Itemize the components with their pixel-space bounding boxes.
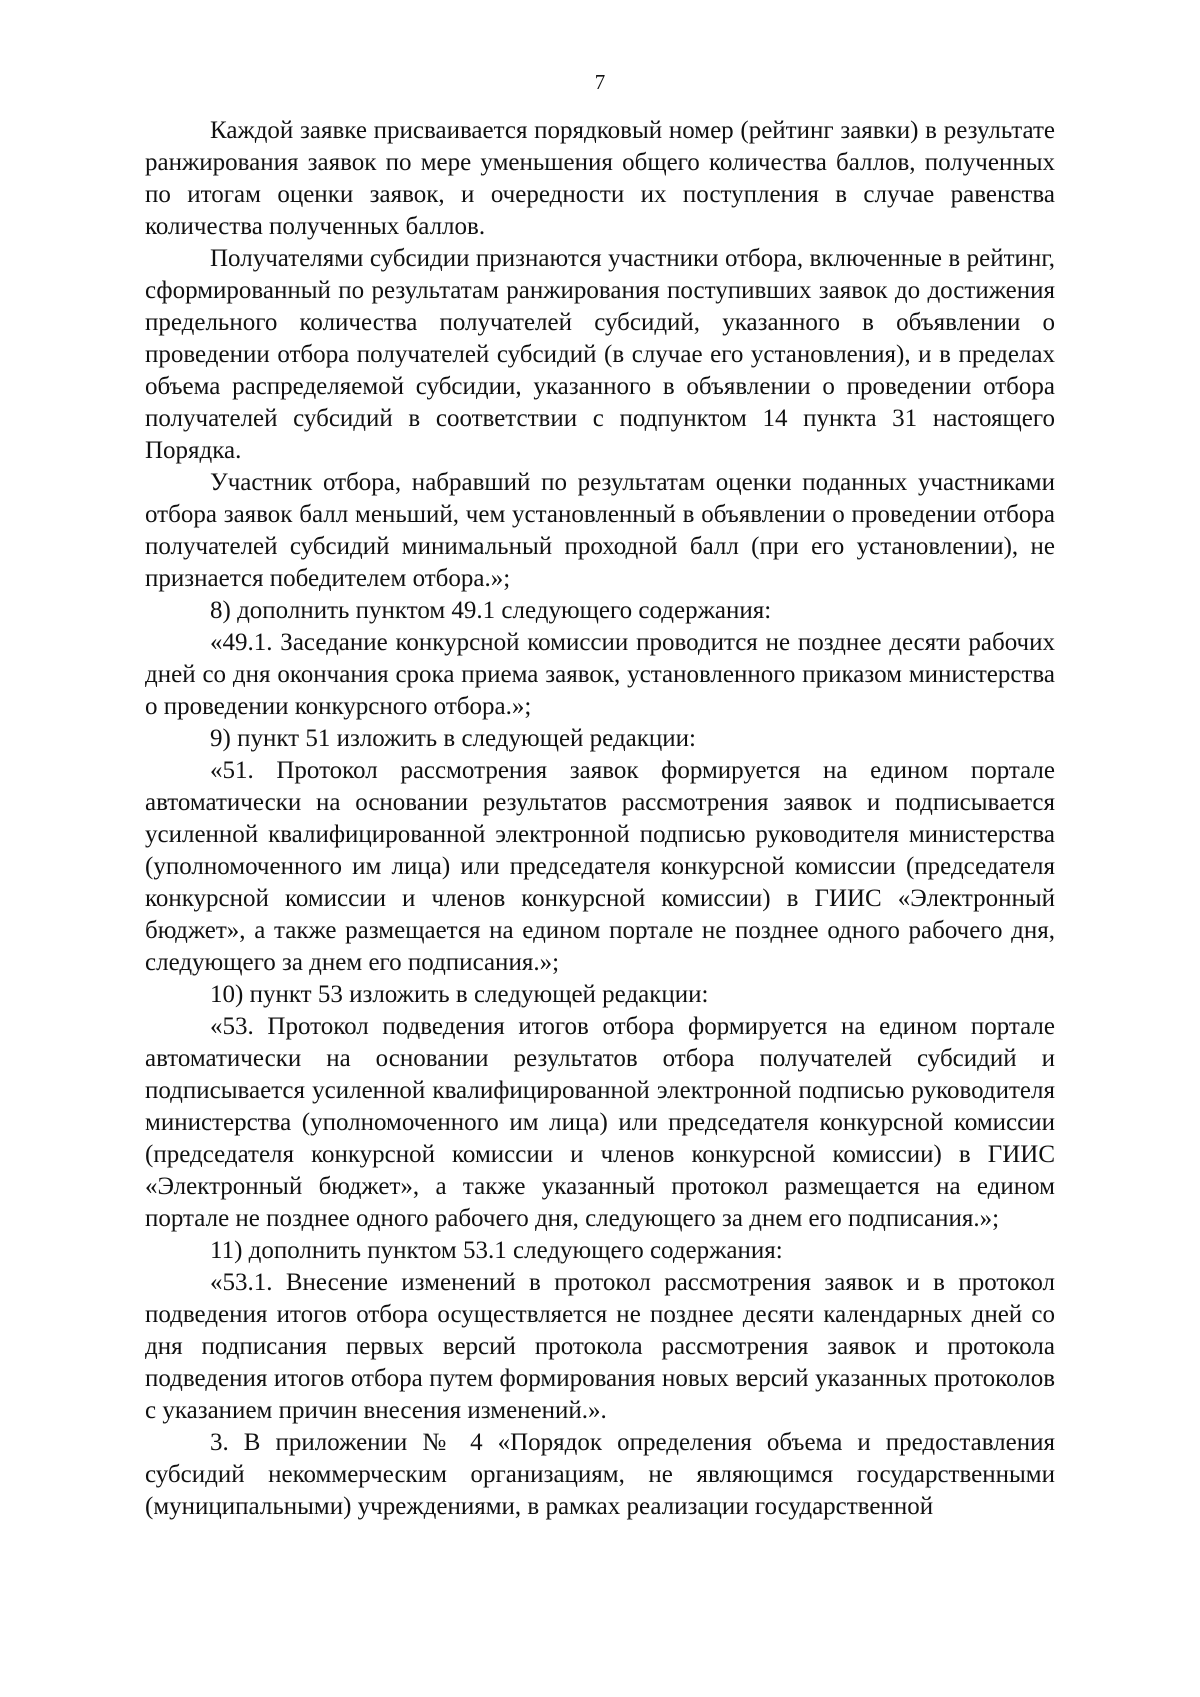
page-number: 7 — [594, 70, 606, 94]
paragraph-item-8: 8) дополнить пунктом 49.1 следующего содержания: — [210, 597, 772, 624]
paragraph-subsidy-recipients: Получателями субсидии признаются участники отбора, включенные в рейтинг, сформированный по результатам ранжирования поступивших заявок до достижения предельного количества получателей субсидий, указанного в объявлении о проведении отбора получателей субсидий (в случае его установления), и в пределах объема распределяемой субсидии, указанного в объявлении о проведении отбора получателей субсидий в соответствии с подпунктом 14 пункта 31 настоящего Порядка. — [145, 245, 1055, 464]
paragraph-minimum-score: Участник отбора, набравший по результатам оценки поданных участниками отбора заявок балл меньший, чем установленный в объявлении о проведении отбора получателей субсидий минимальный проходной балл (при его установлении), не признается победителем отбора.»; — [145, 469, 1055, 592]
paragraph-item-11: 11) дополнить пунктом 53.1 следующего содержания: — [210, 1237, 783, 1264]
paragraph-appendix-4: 3. В приложении № 4 «Порядок определения объема и предоставления субсидий некоммерческим организациям, не являющимся государственными (муниципальными) учреждениями, в рамках реализации государственной — [145, 1429, 1055, 1520]
paragraph-clause-51: «51. Протокол рассмотрения заявок формируется на едином портале автоматически на основании результатов рассмотрения заявок и подписывается усиленной квалифицированной электронной подписью руководителя министерства (уполномоченного им лица) или председателя конкурсной комиссии (председателя конкурсной комиссии и членов конкурсной комиссии) в ГИИС «Электронный бюджет», а также размещается на едином портале не позднее одного рабочего дня, следующего за днем его подписания.»; — [145, 757, 1055, 976]
paragraph-item-9: 9) пункт 51 изложить в следующей редакции: — [210, 725, 696, 752]
document-body — [145, 115, 1055, 1523]
paragraph-clause-53-1: «53.1. Внесение изменений в протокол рассмотрения заявок и в протокол подведения итогов отбора осуществляется не позднее десяти календарных дней со дня подписания первых версий протокола рассмотрения заявок и протокола подведения итогов отбора путем формирования новых версий указанных протоколов с указанием причин внесения изменений.». — [145, 1269, 1055, 1424]
paragraph-rating-numbering: Каждой заявке присваивается порядковый номер (рейтинг заявки) в результате ранжирования заявок по мере уменьшения общего количества баллов, полученных по итогам оценки заявок, и очередности их поступления в случае равенства количества полученных баллов. — [145, 117, 1055, 240]
paragraph-clause-53: «53. Протокол подведения итогов отбора формируется на едином портале автоматически на основании результатов отбора получателей субсидий и подписывается усиленной квалифицированной электронной подписью руководителя министерства (уполномоченного им лица) или председателя конкурсной комиссии (председателя конкурсной комиссии и членов конкурсной комиссии) в ГИИС «Электронный бюджет», а также указанный протокол размещается на едином портале не позднее одного рабочего дня, следующего за днем его подписания.»; — [145, 1013, 1055, 1232]
paragraph-item-10: 10) пункт 53 изложить в следующей редакции: — [210, 981, 709, 1008]
paragraph-clause-49-1: «49.1. Заседание конкурсной комиссии проводится не позднее десяти рабочих дней со дня окончания срока приема заявок, установленного приказом министерства о проведении конкурсного отбора.»; — [145, 629, 1055, 720]
